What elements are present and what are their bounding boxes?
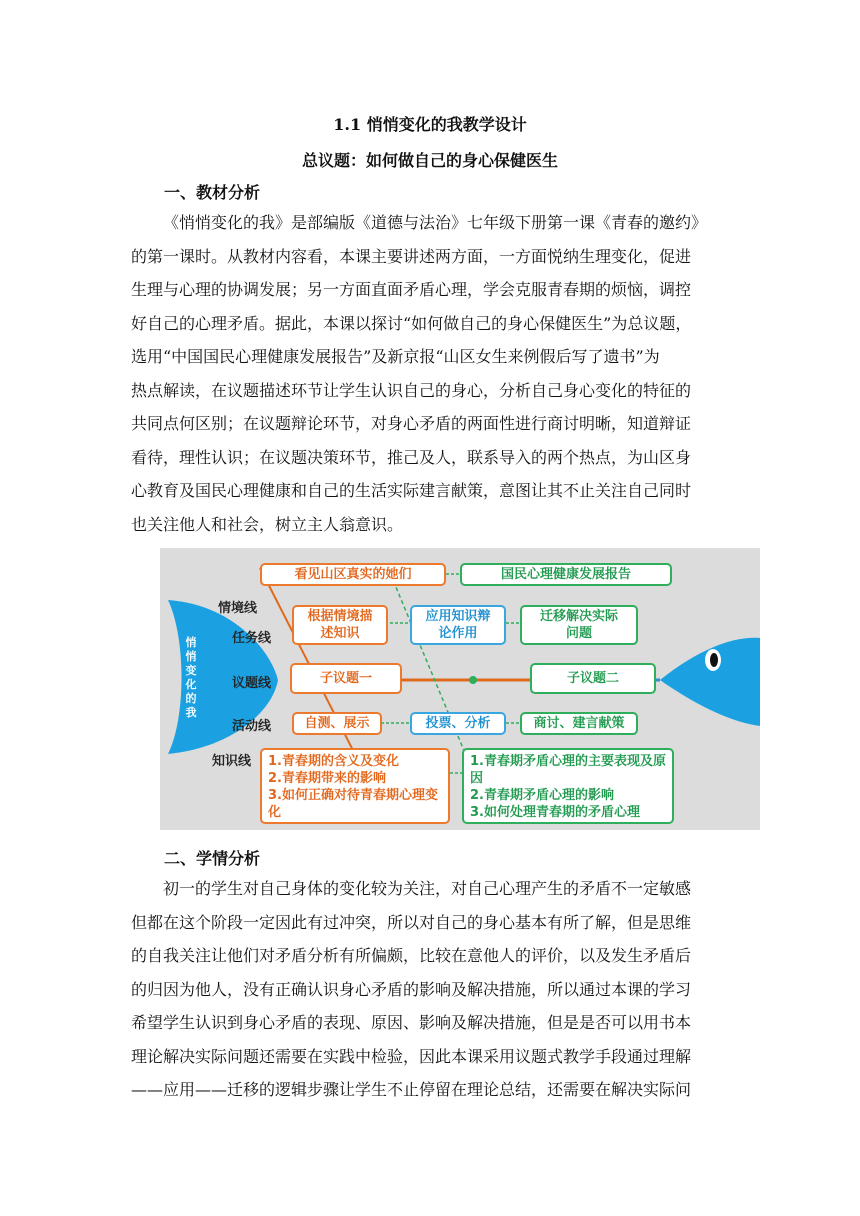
knowledge-item: 3.如何正确对待青春期心理变化	[268, 788, 438, 820]
box-activity-mid: 投票、分析	[410, 712, 506, 735]
box-activity-right: 商讨、建言献策	[520, 712, 638, 735]
knowledge-item: 2.青春期带来的影响	[268, 771, 386, 786]
paragraph-line: 也关注他人和社会，树立主人翁意识。	[131, 514, 404, 534]
paragraph-line: 选用“中国国民心理健康发展报告”及新京报“山区女生来例假后写了遗书”为	[131, 347, 660, 366]
label-activity-line: 活动线	[232, 719, 272, 734]
paragraph-line: 共同点何区别；在议题辩论环节，对身心矛盾的两面性进行商讨明晰，知道辩证	[131, 414, 692, 433]
paragraph-line: 的自我关注让他们对矛盾分析有所偏颇，比较在意他人的评价，以及发生矛盾后	[131, 946, 692, 965]
paragraph-line: 好自己的心理矛盾。据此，本课以探讨“如何做自己的身心保健医生”为总议题，	[131, 313, 692, 333]
fishbone-diagram	[160, 548, 760, 830]
paragraph-line: 生理与心理的协调发展；另一方面直面矛盾心理，学会克服青春期的烦恼，调控	[131, 280, 692, 299]
fish-head-label: 悄悄变化的我	[185, 636, 197, 719]
label-topic-line: 议题线	[232, 676, 272, 691]
box-knowledge-right	[462, 748, 674, 824]
knowledge-item: 2.青春期矛盾心理的影响	[470, 788, 614, 803]
paragraph-line: 看待，理性认识；在议题决策环节，推己及人，联系导入的两个热点，为山区身	[131, 447, 692, 467]
textbook-analysis-paragraph	[131, 206, 733, 541]
box-knowledge-left	[260, 748, 450, 824]
label-task-line: 任务线	[232, 631, 272, 646]
box-subtopic-1: 子议题一	[290, 663, 402, 694]
label-knowledge-line: 知识线	[212, 754, 252, 769]
paragraph-line: 理论解决实际问题还需要在实践中检验，因此本课采用议题式教学手段通过理解	[131, 1046, 692, 1066]
box-task-right: 迁移解决实际问题	[520, 605, 638, 645]
paragraph-line: 但都在这个阶段一定因此有过冲突，所以对自己的身心基本有所了解，但是思维	[131, 912, 692, 932]
box-situation-left: 看见山区真实的她们	[260, 563, 446, 586]
label-situation-line: 情境线	[218, 601, 258, 616]
knowledge-item: 1.青春期的含义及变化	[268, 754, 399, 769]
paragraph-line: 心教育及国民心理健康和自己的生活实际建言献策，意图让其不止关注自己同时	[131, 481, 692, 500]
paragraph-line: 的归因为他人，没有正确认识身心矛盾的影响及解决措施，所以通过本课的学习	[131, 979, 692, 999]
section-heading-textbook: 一、教材分析	[164, 183, 261, 202]
knowledge-item: 3.如何处理青春期的矛盾心理	[470, 805, 640, 820]
paragraph-line: ——应用——迁移的逻辑步骤让学生不止停留在理论总结，还需要在解决实际问	[131, 1080, 692, 1099]
document-subtitle: 总议题：如何做自己的身心保健医生	[301, 151, 558, 170]
box-subtopic-2: 子议题二	[530, 663, 656, 694]
box-task-mid: 应用知识辩论作用	[410, 605, 506, 645]
box-activity-left: 自测、展示	[292, 712, 382, 735]
paragraph-line: 的第一课时。从教材内容看，本课主要讲述两方面，一方面悦纳生理变化，促进	[131, 246, 692, 266]
box-task-left: 根据情境描述知识	[292, 605, 388, 645]
paragraph-line: 热点解读，在议题描述环节让学生认识自己的身心，分析自己身心变化的特征的	[131, 380, 692, 400]
paragraph-line: 希望学生认识到身心矛盾的表现、原因、影响及解决措施，但是是否可以用书本	[131, 1013, 692, 1032]
paragraph-line: 《悄悄变化的我》是部编版《道德与法治》七年级下册第一课《青春的邀约》	[163, 213, 708, 232]
section-heading-student: 二、学情分析	[164, 849, 261, 868]
box-situation-right: 国民心理健康发展报告	[460, 563, 672, 586]
paragraph-line: 初一的学生对自己身体的变化较为关注，对自己心理产生的矛盾不一定敏感	[163, 879, 692, 898]
student-analysis-paragraph	[131, 872, 733, 1107]
document-title: 1.1 悄悄变化的我教学设计	[333, 115, 527, 134]
knowledge-item: 1.青春期矛盾心理的主要表现及原因	[470, 754, 666, 786]
